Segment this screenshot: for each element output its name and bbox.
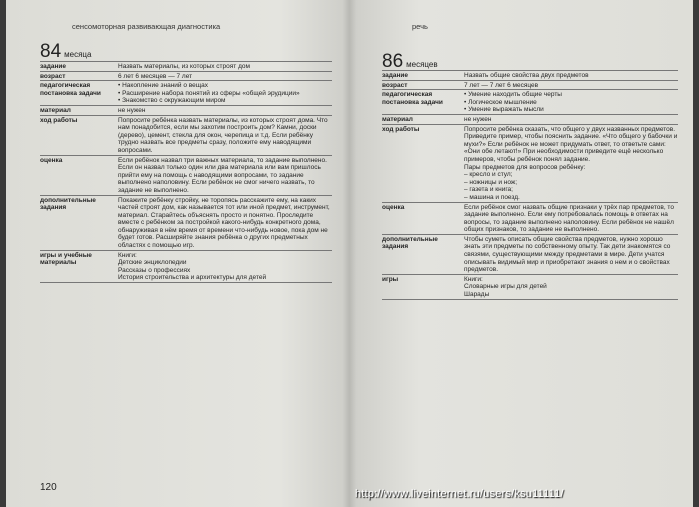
row-label: ход работы xyxy=(40,116,78,124)
row-text: Назвать общие свойства двух предметов xyxy=(464,72,589,79)
table-row xyxy=(382,124,678,202)
row-value xyxy=(464,91,678,114)
bullet-item: • Умение выражать мысли xyxy=(464,106,678,114)
table-row xyxy=(382,70,678,80)
row-label: материал xyxy=(40,106,71,114)
row-value xyxy=(118,117,332,155)
row-label: дополнительные задания xyxy=(382,235,438,251)
row-value xyxy=(464,82,678,90)
table-row xyxy=(382,274,678,300)
table-row xyxy=(382,114,678,124)
bullet-item: • Накопление знаний о вещах xyxy=(118,82,332,90)
table-row xyxy=(382,234,678,274)
row-value xyxy=(118,157,332,195)
table-row xyxy=(40,195,332,250)
table-row xyxy=(40,61,332,71)
row-label: оценка xyxy=(382,203,405,211)
right-age-unit: месяцев xyxy=(406,60,438,69)
row-label: материал xyxy=(382,115,413,123)
pair-line: – ножницы и нож; xyxy=(464,178,518,186)
row-text: Чтобы суметь описать общие свойства предметов, нужно хорошо знать эти предметы по собственному опыту. Так дети знакомятся со связями, существующими между предметами в мире. Дети учатся описывать видимый мир и приобретают знания о нем и о свойствах предметов. xyxy=(464,235,671,274)
book-line: Рассказы о профессиях xyxy=(118,266,191,274)
row-label: ход работы xyxy=(382,125,420,133)
row-value xyxy=(118,82,332,105)
book-line: Книги: xyxy=(118,251,137,259)
row-text: Если ребёнок смог назвать общие признаки у трёх пар предметов, то задание выполнено. Если ему потребовалась помощь в ответах на вопросы, то задание выполнено наполовину. Если ребёнок не нашёл общих признаков, то задание не выполнено. xyxy=(464,203,674,234)
book-line: Словарные игры для детей xyxy=(464,283,547,291)
table-row xyxy=(40,155,332,195)
table-row xyxy=(40,105,332,115)
row-value xyxy=(464,236,678,274)
row-value xyxy=(118,63,332,71)
left-page xyxy=(0,0,349,507)
bullet-item: • Расширение набора понятий из сферы «общей эрудиции» xyxy=(118,90,332,98)
row-label: задание xyxy=(40,63,67,70)
row-text: 7 лет — 7 лет 6 месяцев xyxy=(464,81,539,89)
book-line: Книги: xyxy=(464,275,483,283)
book-line: История строительства и архитектуры для детей xyxy=(118,274,267,282)
table-row xyxy=(40,115,332,155)
row-label: оценка xyxy=(40,156,63,164)
table-row xyxy=(382,89,678,114)
table-row xyxy=(40,80,332,105)
table-row xyxy=(382,202,678,234)
row-value xyxy=(118,107,332,115)
bullet-list xyxy=(464,91,678,114)
left-running-head: сенсомоторная развивающая диагностика xyxy=(72,22,221,31)
row-text: Попросите ребёнка сказать, что общего у двух названных предметов. Приведите пример, чтобы пояснить задание. «Что общего у бабочки и мухи?» Если ребёнок не может придумать ответ, то ответьте сами: «Они обе летают!» При необходимости приведите ещё несколько примеров, чтобы ребёнок понял задание. xyxy=(464,125,678,163)
row-value xyxy=(464,72,678,80)
row-value xyxy=(464,126,678,202)
row-label: педагогическая постановка задачи xyxy=(40,82,101,97)
row-text: не нужен xyxy=(464,115,492,123)
row-value xyxy=(118,73,332,81)
row-label: игры и учебные материалы xyxy=(40,251,92,267)
left-age-unit: месяца xyxy=(64,50,92,59)
left-age-heading xyxy=(40,42,91,61)
book-line: Шарады xyxy=(464,291,490,299)
pair-line: – газета и книга; xyxy=(464,186,513,194)
row-label: игры xyxy=(382,275,399,283)
left-age-number: 84 xyxy=(40,41,62,62)
table-row xyxy=(382,80,678,90)
bullet-list xyxy=(118,82,332,105)
row-label: дополнительные задания xyxy=(40,196,96,212)
book-line: Детские энциклопедии xyxy=(118,259,187,267)
bullet-item: • Логическое мышление xyxy=(464,99,678,107)
row-value xyxy=(464,204,678,234)
row-text: 6 лет 6 месяцев — 7 лет xyxy=(118,72,193,80)
pair-line: – машина и поезд. xyxy=(464,193,520,201)
pair-line: – кресло и стул; xyxy=(464,171,513,179)
row-value xyxy=(464,276,678,299)
watermark-url: http://www.liveinternet.ru/users/ksu11111/ xyxy=(355,488,564,500)
row-text: Если ребёнок назвал три важных материала, то задание выполнено. Если он назвал только один или два материала или вам пришлось прийти ему на помощь с наводящими вопросами, то задание выполнено наполовину. Если ребёнок не смог ничего назвать, то задание не выполнено. xyxy=(118,156,327,194)
row-label: возраст xyxy=(382,81,408,89)
row-label: педагогическая постановка задачи xyxy=(382,91,443,106)
row-text: Попросите ребёнка назвать материалы, из которых строят дома. Что нам понадобится, если мы захотим построить дом? Камни, доски (дерево), цемент, стекла для окон, черепица и т.д. Если ребёнку трудно назвать все предметы сразу, положите ему наводящими вопросами. xyxy=(118,116,328,154)
row-label: задание xyxy=(382,72,409,79)
bullet-item: • Знакомство с окружающим миром xyxy=(118,97,332,105)
table-row xyxy=(40,250,332,283)
row-value xyxy=(464,116,678,124)
row-value xyxy=(118,197,332,250)
page-number: 120 xyxy=(40,482,57,493)
right-running-head: речь xyxy=(412,22,428,31)
right-task-table xyxy=(382,70,678,300)
right-age-heading xyxy=(382,52,438,71)
left-task-table xyxy=(40,61,332,283)
row-text: не нужен xyxy=(118,106,146,114)
row-text: Назвать материалы, из которых строят дом xyxy=(118,63,250,70)
right-page xyxy=(350,0,699,507)
row-value xyxy=(118,252,332,282)
row-text: Покажите ребёнку стройку, не торопясь расскажите ему, на каких частей строят дом, как называется тот или иной предмет, инструмент, материал. Старайтесь объяснять просто и понятно. Проследите вместе с ребёнком за постройкой какого-нибудь конкретного дома, обнаруживая в нём время от времени что-нибудь новое, пока дом не будет готов. Расширяйте знания ребёнка о других предметных областях с помощью игр. xyxy=(118,196,330,250)
table-row xyxy=(40,71,332,81)
row-label: возраст xyxy=(40,72,66,80)
pair-line: Пары предметов для вопросов ребёнку: xyxy=(464,163,586,171)
right-age-number: 86 xyxy=(382,51,404,72)
bullet-item: • Умение находить общие черты xyxy=(464,91,678,99)
